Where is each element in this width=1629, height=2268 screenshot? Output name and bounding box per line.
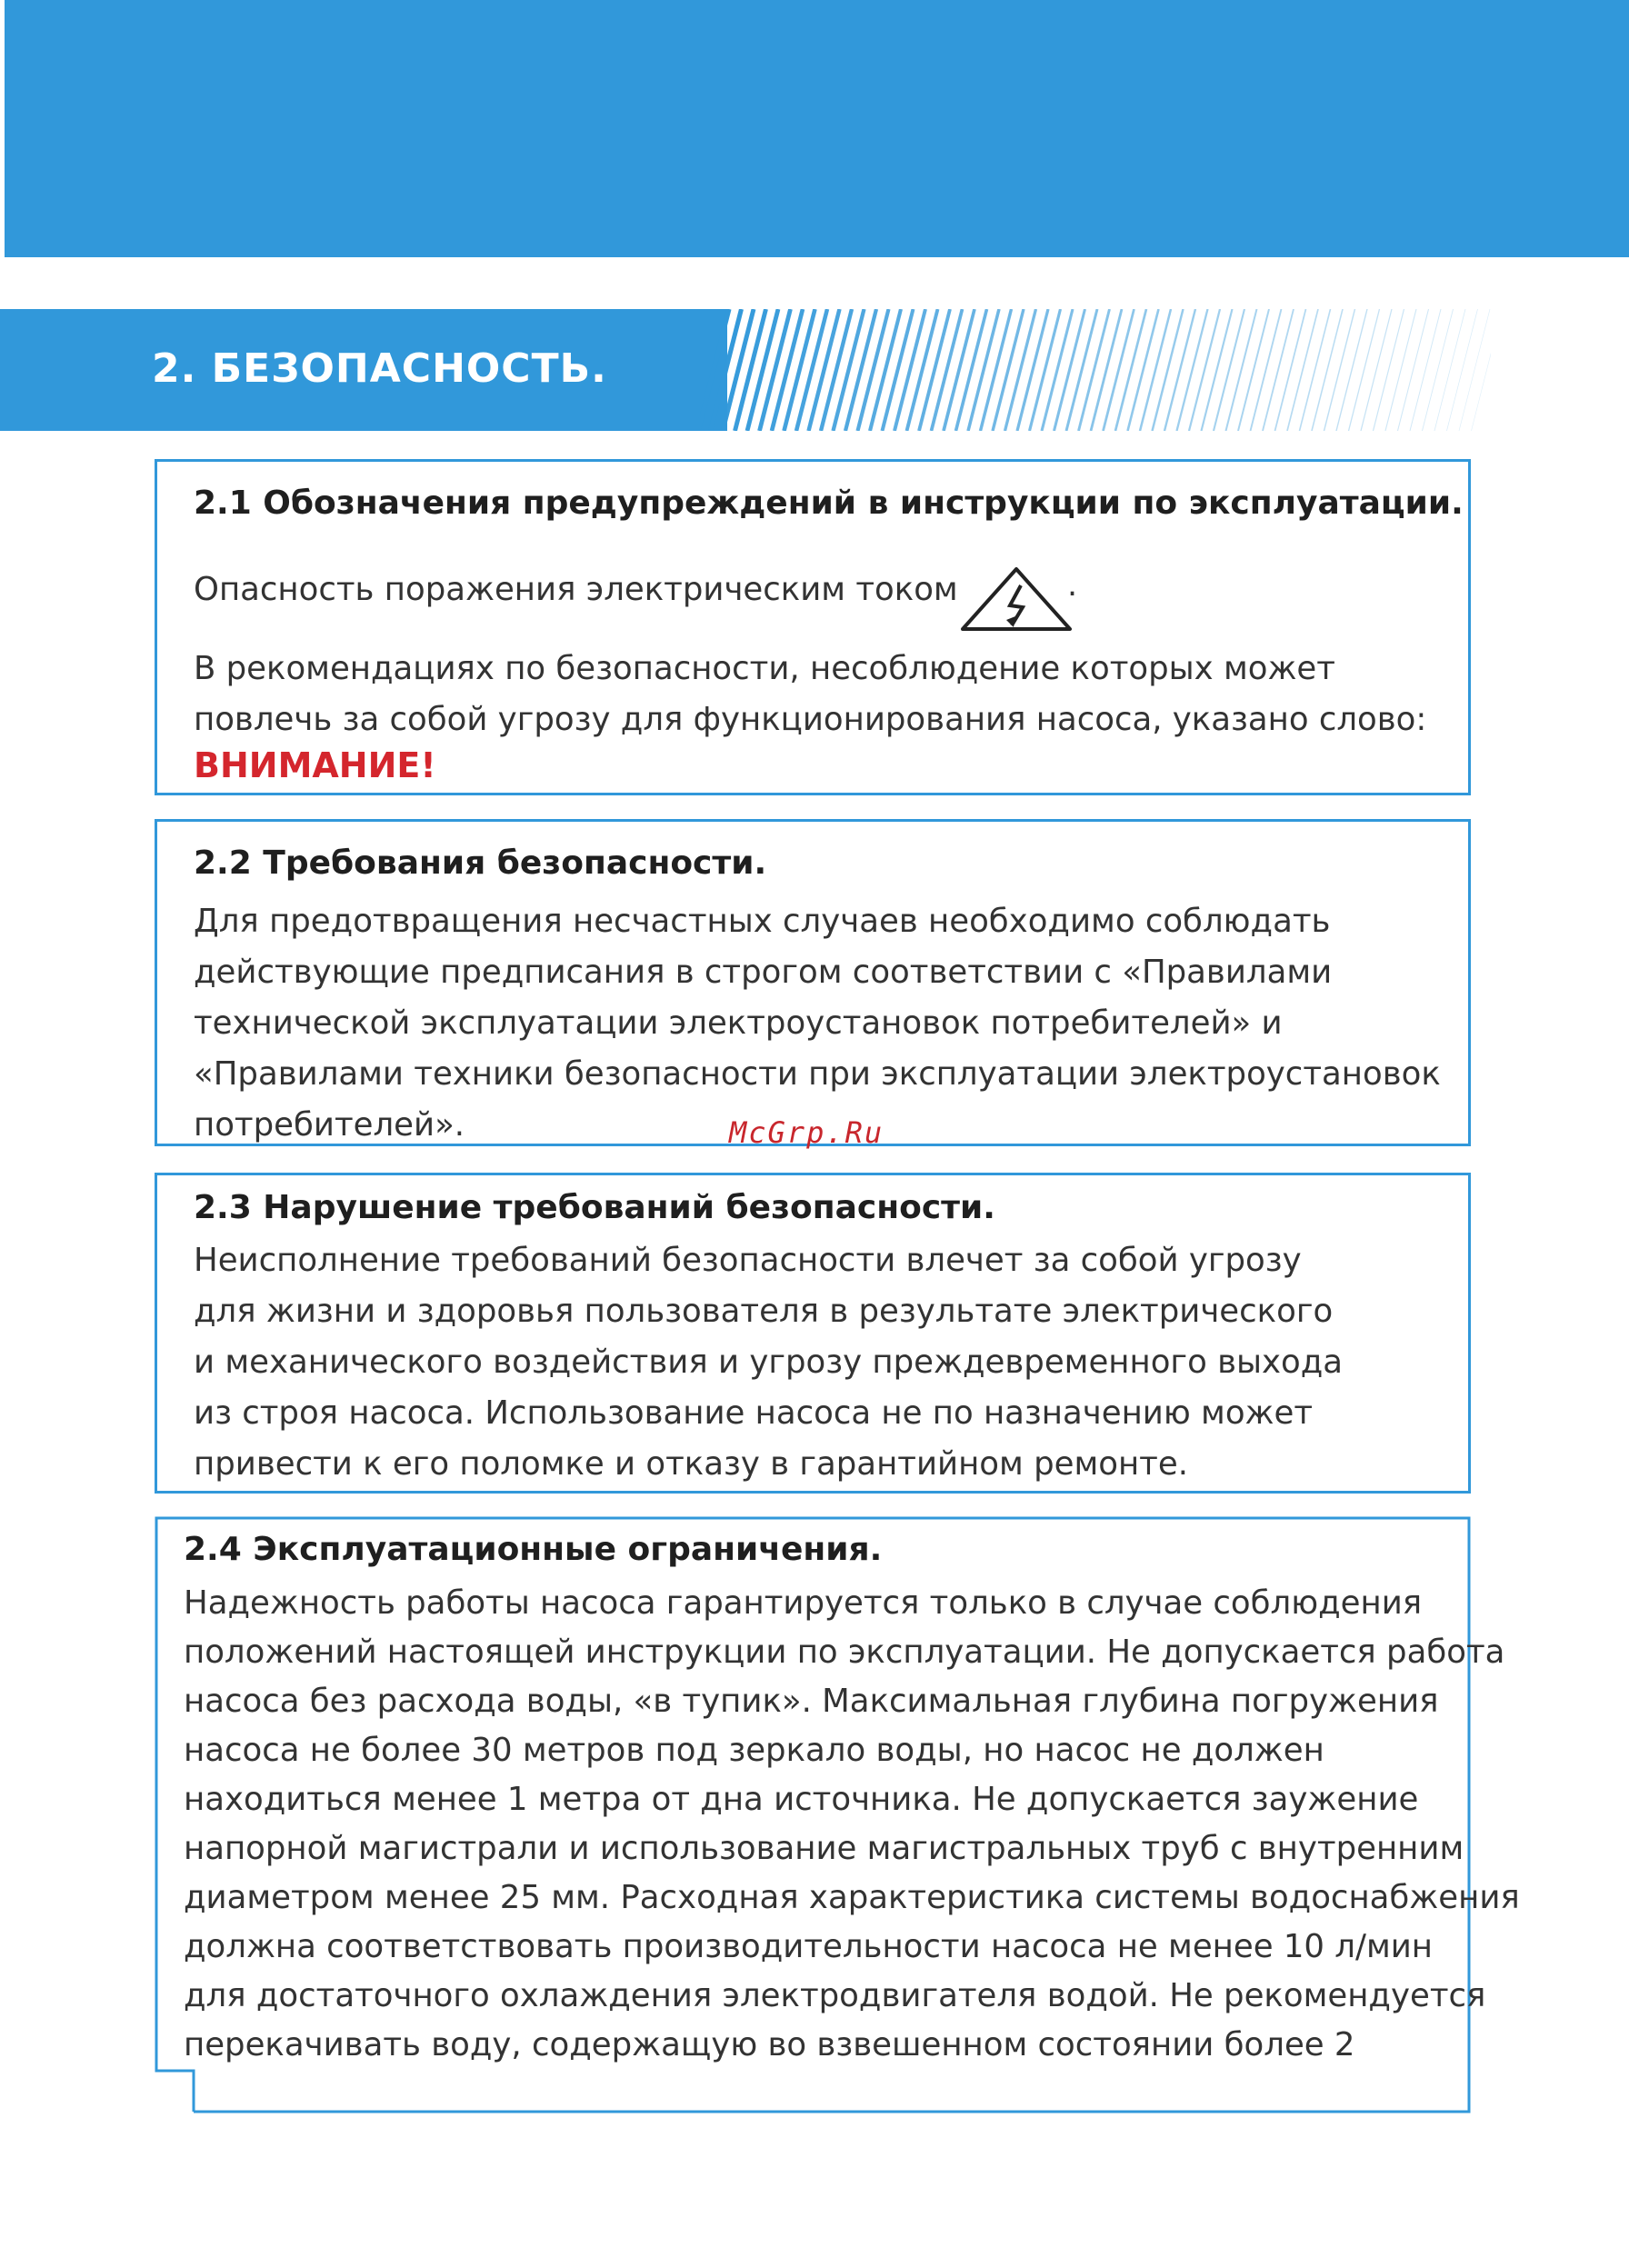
header-stripe [1214, 309, 1244, 431]
box-heading: 2.1 Обозначения предупреждений в инструкции по эксплуатации. [194, 485, 1464, 522]
box-line: для достаточного охлаждения электродвигателя водой. Не рекомендуется [184, 1977, 1486, 2014]
header-stripe [1164, 309, 1195, 431]
header-stripe [1300, 309, 1331, 431]
header-stripe [1275, 309, 1306, 431]
box-heading: 2.4 Эксплуатационные ограничения. [184, 1531, 883, 1568]
header-stripe [1434, 309, 1465, 431]
box-line: технической эксплуатации электроустановок потребителей» и [194, 1004, 1283, 1042]
attention-label: ВНИМАНИЕ! [194, 745, 436, 785]
box-line: Надежность работы насоса гарантируется только в случае соблюдения [184, 1584, 1423, 1622]
box-line: повлечь за собой угрозу для функционирования насоса, указано слово: [194, 701, 1427, 738]
trailing-dot: . [1067, 567, 1078, 604]
section-title: 2. БЕЗОПАСНОСТЬ. [152, 345, 607, 392]
top-banner [5, 0, 1629, 257]
box-line: В рекомендациях по безопасности, несоблюдение которых может [194, 650, 1335, 687]
header-stripe [1324, 309, 1355, 431]
header-stripe [1091, 309, 1122, 431]
header-stripe [1189, 309, 1220, 431]
header-stripe [1410, 309, 1441, 431]
header-stripe [1423, 309, 1454, 431]
header-stripe [1153, 309, 1184, 431]
box-line: привести к его поломке и отказу в гарантийном ремонте. [194, 1445, 1188, 1483]
header-stripe [1459, 309, 1490, 431]
header-stripe [1312, 309, 1343, 431]
box-safety-violations [155, 1173, 1471, 1494]
box-line: Для предотвращения несчастных случаев необходимо соблюдать [194, 903, 1331, 940]
header-stripe [1115, 309, 1146, 431]
header-stripe [1398, 309, 1429, 431]
header-stripe [1251, 309, 1282, 431]
header-stripe [1226, 309, 1257, 431]
header-stripe [1374, 309, 1404, 431]
box-line: должна соответствовать производительности насоса не менее 10 л/мин [184, 1928, 1434, 1965]
header-stripe [1287, 309, 1318, 431]
box-line: «Правилами техники безопасности при эксплуатации электроустановок [194, 1055, 1441, 1093]
box-warning-symbols [155, 459, 1471, 795]
header-stripe [1140, 309, 1171, 431]
box-line: находиться менее 1 метра от дна источника. Не допускается заужение [184, 1781, 1419, 1818]
header-stripe [1238, 309, 1269, 431]
header-stripe [1202, 309, 1233, 431]
section-header-stripes [700, 309, 1491, 431]
header-stripe [1079, 309, 1110, 431]
header-stripe [1349, 309, 1380, 431]
watermark: McGrp.Ru [729, 1115, 884, 1150]
box-heading: 2.2 Требования безопасности. [194, 844, 767, 882]
box-safety-requirements [155, 819, 1471, 1146]
danger-text: Опасность поражения электрическим током [194, 571, 958, 608]
box-line: Неисполнение требований безопасности влечет за собой угрозу [194, 1242, 1302, 1279]
section-header [0, 309, 1491, 431]
header-stripe [1385, 309, 1416, 431]
box-line: и механического воздействия и угрозу преждевременного выхода [194, 1344, 1344, 1381]
header-stripe [1054, 309, 1085, 431]
box-line: для жизни и здоровья пользователя в результате электрического [194, 1293, 1334, 1330]
header-stripe [1066, 309, 1097, 431]
box-line: напорной магистрали и использование магистральных труб с внутренним [184, 1830, 1464, 1867]
box-heading: 2.3 Нарушение требований безопасности. [194, 1189, 995, 1226]
box-line: насоса не более 30 метров под зеркало воды, но насос не должен [184, 1732, 1324, 1769]
box-line: положений настоящей инструкции по эксплуатации. Не допускается работа [184, 1634, 1505, 1671]
header-stripe [1177, 309, 1208, 431]
header-stripe [1361, 309, 1392, 431]
header-stripe [1128, 309, 1159, 431]
box-line: из строя насоса. Использование насоса не по назначению может [194, 1394, 1314, 1432]
box-operating-limits [155, 1516, 1520, 2113]
box-line: перекачивать воду, содержащую во взвешенном состоянии более 2 [184, 2026, 1355, 2063]
header-stripe [1336, 309, 1367, 431]
box-line: диаметром менее 25 мм. Расходная характеристика системы водоснабжения [184, 1879, 1520, 1916]
box-line: насоса без расхода воды, «в тупик». Максимальная глубина погружения [184, 1683, 1439, 1720]
box-line: потребителей». [194, 1106, 465, 1144]
box-line: действующие предписания в строгом соответствии с «Правилами [194, 954, 1333, 991]
header-stripe [1447, 309, 1478, 431]
header-stripe [1263, 309, 1294, 431]
electric-hazard-icon [959, 565, 1074, 633]
header-stripe [1104, 309, 1134, 431]
